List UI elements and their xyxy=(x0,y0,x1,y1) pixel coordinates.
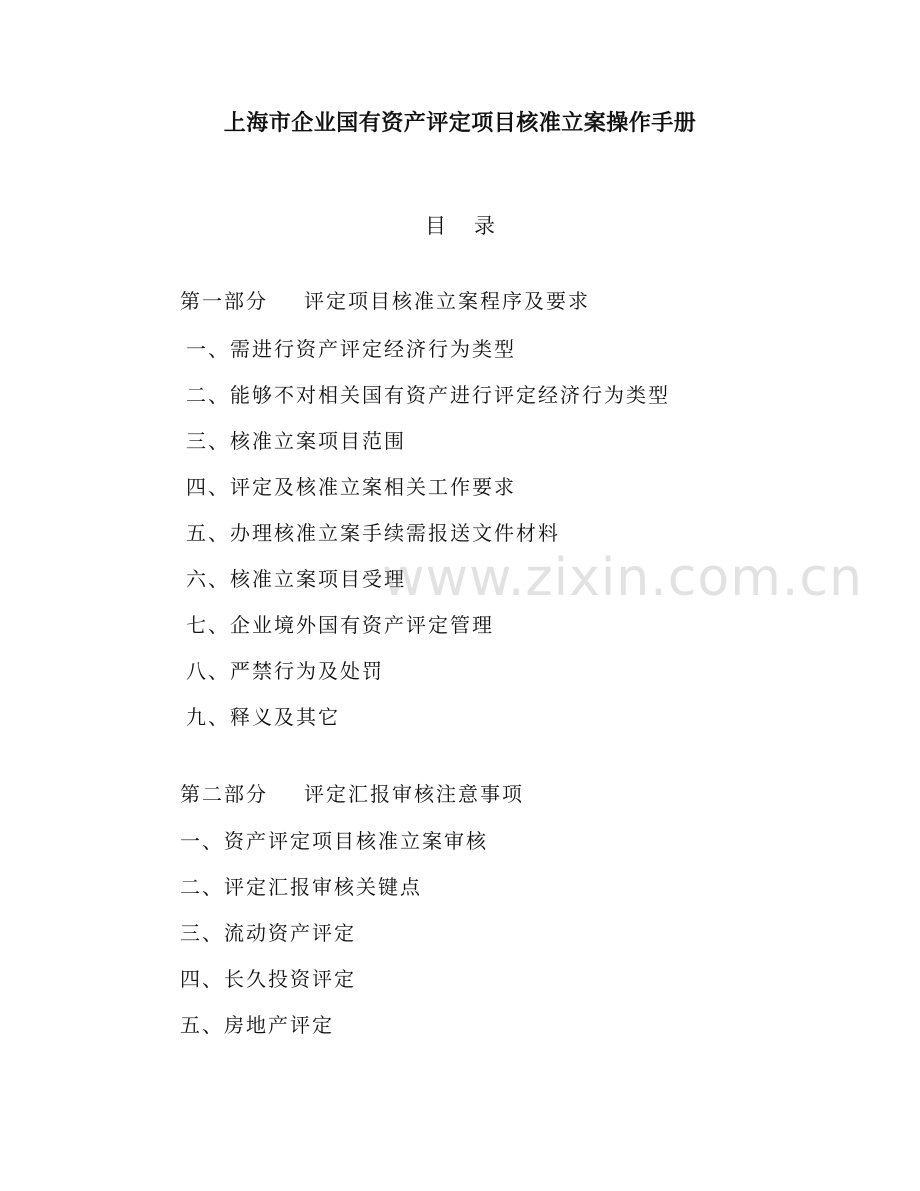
part1-number: 第一部分 xyxy=(180,289,268,313)
part1-item: 三、核准立案项目范围 xyxy=(186,429,406,453)
part1-item: 二、能够不对相关国有资产进行评定经济行为类型 xyxy=(186,383,670,407)
part2-item: 四、长久投资评定 xyxy=(180,967,356,991)
part2-number: 第二部分 xyxy=(180,782,268,806)
part2-title: 评定汇报审核注意事项 xyxy=(304,782,524,806)
toc-heading: 目录 xyxy=(425,214,523,238)
part1-item: 六、核准立案项目受理 xyxy=(186,567,406,591)
part1-item: 八、严禁行为及处罚 xyxy=(186,659,384,683)
part1-heading xyxy=(180,291,590,311)
part1-item: 四、评定及核准立案相关工作要求 xyxy=(186,475,516,499)
part2-heading xyxy=(180,784,524,804)
part2-item: 三、流动资产评定 xyxy=(180,921,356,945)
watermark: www.zixin.com.cn xyxy=(382,548,863,608)
part2-item: 一、资产评定项目核准立案审核 xyxy=(180,829,488,853)
part2-item: 二、评定汇报审核关键点 xyxy=(180,875,422,899)
part1-title: 评定项目核准立案程序及要求 xyxy=(304,289,590,313)
document-title: 上海市企业国有资产评定项目核准立案操作手册 xyxy=(223,111,697,136)
part2-item: 五、房地产评定 xyxy=(180,1013,334,1037)
part1-item: 七、企业境外国有资产评定管理 xyxy=(186,613,494,637)
part1-item: 五、办理核准立案手续需报送文件材料 xyxy=(186,521,560,545)
part1-item: 一、需进行资产评定经济行为类型 xyxy=(186,337,516,361)
part1-item: 九、释义及其它 xyxy=(186,705,340,729)
